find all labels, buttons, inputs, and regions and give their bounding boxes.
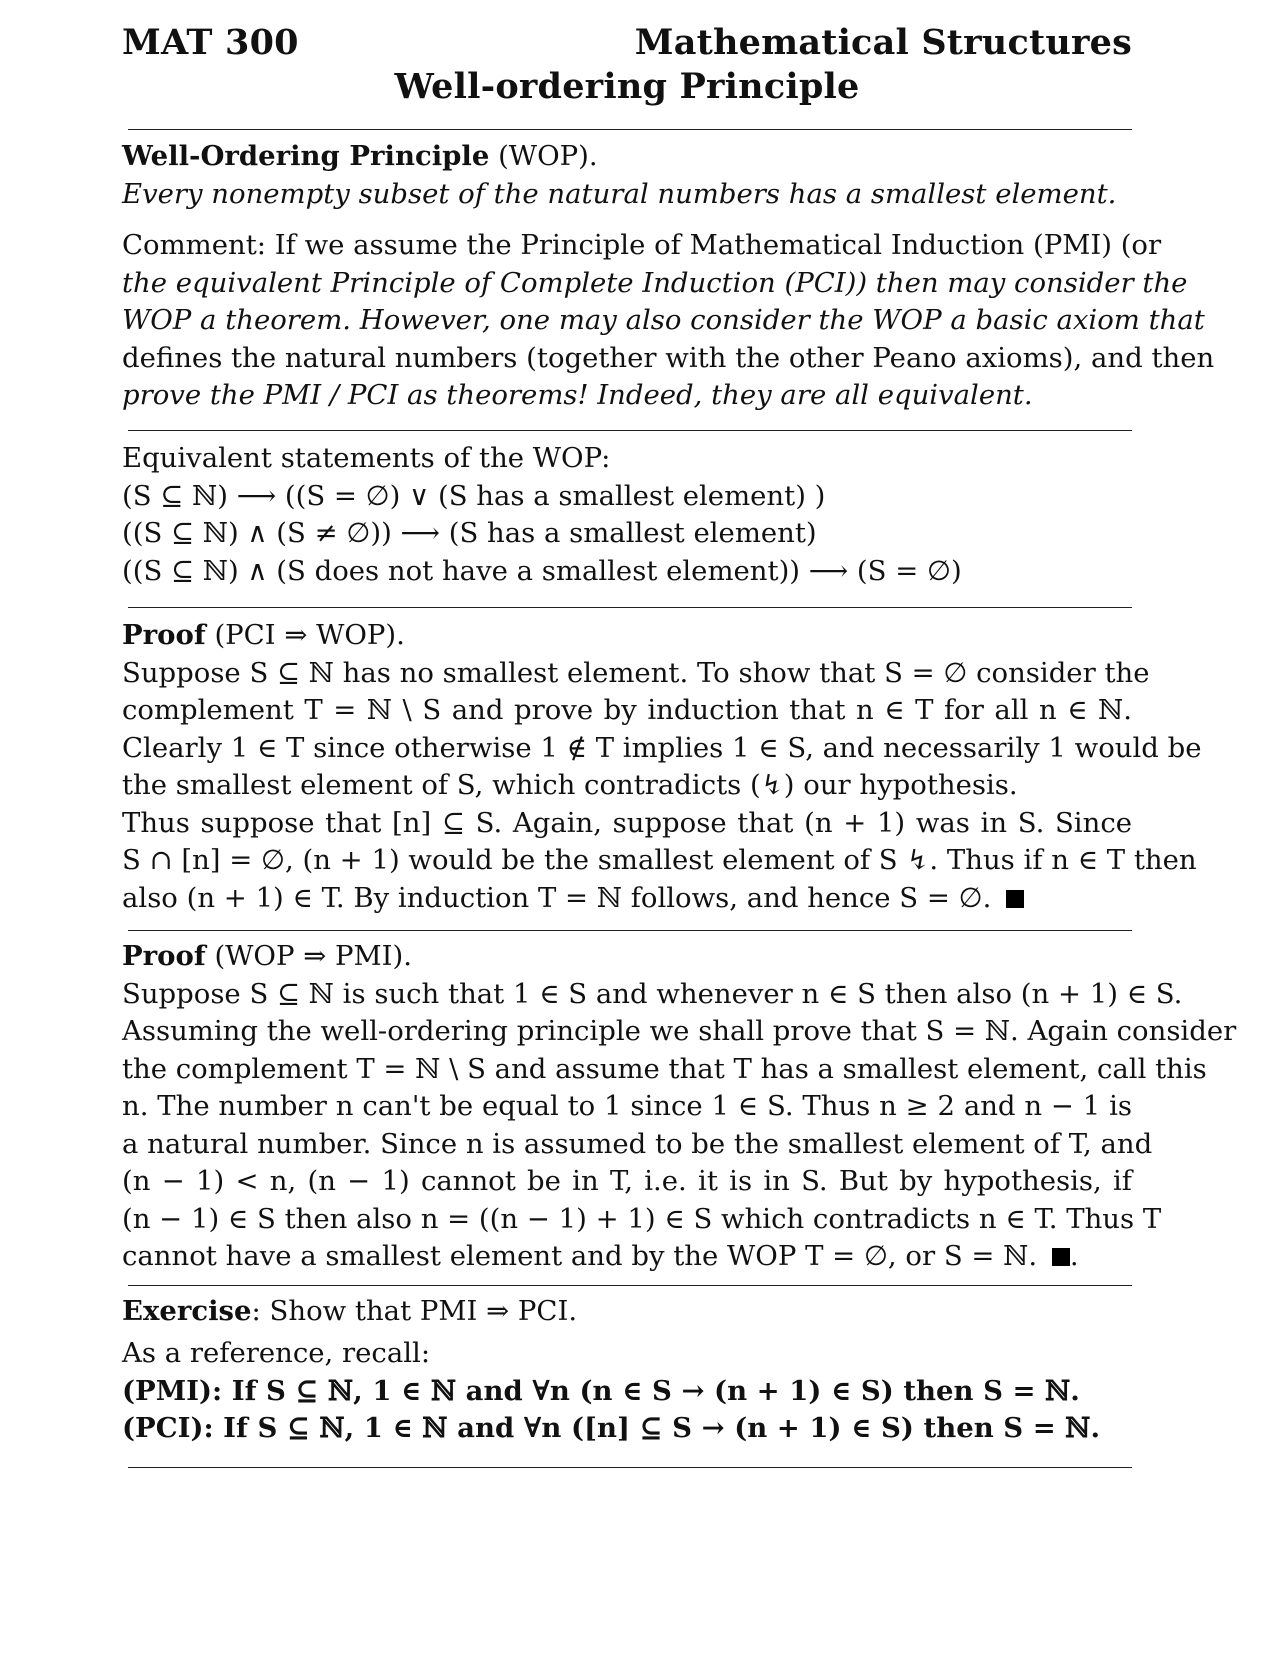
proof-line: complement T = ℕ \ S and prove by induction that n ∈ T for all n ∈ ℕ.	[122, 694, 1132, 726]
course-subject: Mathematical Structures	[634, 22, 1132, 63]
proof-heading: Proof	[122, 619, 206, 651]
reference-section	[122, 1335, 1132, 1448]
equivalent-statement: ((S ⊆ ℕ) ∧ (S does not have a smallest element)) ⟶ (S = ∅)	[122, 554, 962, 587]
wop-heading: Well-Ordering Principle	[122, 140, 490, 172]
proof-line: Assuming the well-ordering principle we shall prove that S = ℕ. Again consider	[122, 1015, 1237, 1047]
comment-line: defines the natural numbers (together with the other Peano axioms), and then	[122, 341, 1215, 374]
wop-comment	[122, 227, 1215, 415]
proof-line: also (n + 1) ∈ T. By induction T = ℕ follows, and hence S = ∅.	[122, 881, 992, 914]
proof-line: (n − 1) < n, (n − 1) cannot be in T, i.e. it is in S. But by hypothesis, if	[122, 1165, 1132, 1197]
course-code: MAT 300	[122, 22, 299, 63]
equivalent-statement: (S ⊆ ℕ) ⟶ ((S = ∅) ∨ (S has a smallest element) )	[122, 479, 826, 512]
divider	[128, 129, 1132, 130]
proof-line: the complement T = ℕ \ S and assume that T has a smallest element, call this	[122, 1052, 1207, 1085]
comment-line: WOP a theorem. However, one may also consider the WOP a basic axiom that	[122, 304, 1205, 336]
proof-line: n. The number n can't be equal to 1 since 1 ∈ S. Thus n ≥ 2 and n − 1 is	[122, 1090, 1132, 1122]
equivalents-heading: Equivalent statements of the WOP:	[122, 442, 611, 474]
exercise-text: : Show that PMI ⇒ PCI.	[251, 1295, 578, 1327]
exercise-heading: Exercise	[122, 1295, 252, 1327]
divider	[128, 607, 1132, 608]
divider	[128, 1285, 1132, 1286]
wop-heading-tag: (WOP).	[498, 140, 598, 172]
comment-line: Comment: If we assume the Principle of Mathematical Induction (PMI) (or	[122, 229, 1162, 261]
wop-section	[122, 138, 1132, 213]
divider	[128, 430, 1132, 431]
proof-line: the smallest element of S, which contradicts (↯) our hypothesis.	[122, 769, 1018, 801]
proof-line: Suppose S ⊆ ℕ has no smallest element. To show that S = ∅ consider the	[122, 656, 1150, 689]
proof-line: (n − 1) ∈ S then also n = ((n − 1) + 1) ∈ S which contradicts n ∈ T. Thus T	[122, 1202, 1162, 1235]
proof-line: Thus suppose that [n] ⊆ S. Again, suppose that (n + 1) was in S. Since	[122, 806, 1132, 839]
qed-square	[1006, 890, 1024, 908]
pmi-statement: (PMI): If S ⊆ ℕ, 1 ∈ ℕ and ∀n (n ∈ S → (n + 1) ∈ S) then S = ℕ.	[122, 1374, 1080, 1407]
pci-statement: (PCI): If S ⊆ ℕ, 1 ∈ ℕ and ∀n ([n] ⊆ S → (n + 1) ∈ S) then S = ℕ.	[122, 1412, 1101, 1444]
proof-wop-pmi	[122, 938, 1237, 1276]
divider	[128, 930, 1132, 931]
proof-pci-wop	[122, 617, 1202, 917]
proof-line: S ∩ [n] = ∅, (n + 1) would be the smallest element of S ↯. Thus if n ∈ T then	[122, 844, 1197, 876]
proof-line: cannot have a smallest element and by the WOP T = ∅, or S = ℕ.	[122, 1240, 1038, 1272]
proof-tag: (PCI ⇒ WOP).	[214, 619, 405, 651]
end-mark: .	[1069, 1240, 1079, 1272]
proof-line: Clearly 1 ∈ T since otherwise 1 ∉ T implies 1 ∈ S, and necessarily 1 would be	[122, 731, 1202, 764]
proof-tag: (WOP ⇒ PMI).	[214, 940, 412, 972]
equivalent-statement: ((S ⊆ ℕ) ∧ (S ≠ ∅)) ⟶ (S has a smallest element)	[122, 517, 817, 549]
page-title: Well-ordering Principle	[394, 66, 860, 107]
equivalents-section	[122, 440, 1132, 590]
proof-line: a natural number. Since n is assumed to be the smallest element of T, and	[122, 1127, 1153, 1160]
exercise-section	[122, 1293, 1132, 1331]
proof-heading: Proof	[122, 940, 206, 972]
reference-intro: As a reference, recall:	[122, 1337, 431, 1369]
comment-line: prove the PMI / PCI as theorems! Indeed, they are all equivalent.	[122, 379, 1033, 411]
comment-line: the equivalent Principle of Complete Induction (PCI)) then may consider the	[122, 266, 1188, 299]
proof-line: Suppose S ⊆ ℕ is such that 1 ∈ S and whenever n ∈ S then also (n + 1) ∈ S.	[122, 977, 1183, 1010]
qed-square	[1052, 1248, 1070, 1266]
wop-statement: Every nonempty subset of the natural numbers has a smallest element.	[122, 177, 1117, 210]
divider	[128, 1467, 1132, 1468]
